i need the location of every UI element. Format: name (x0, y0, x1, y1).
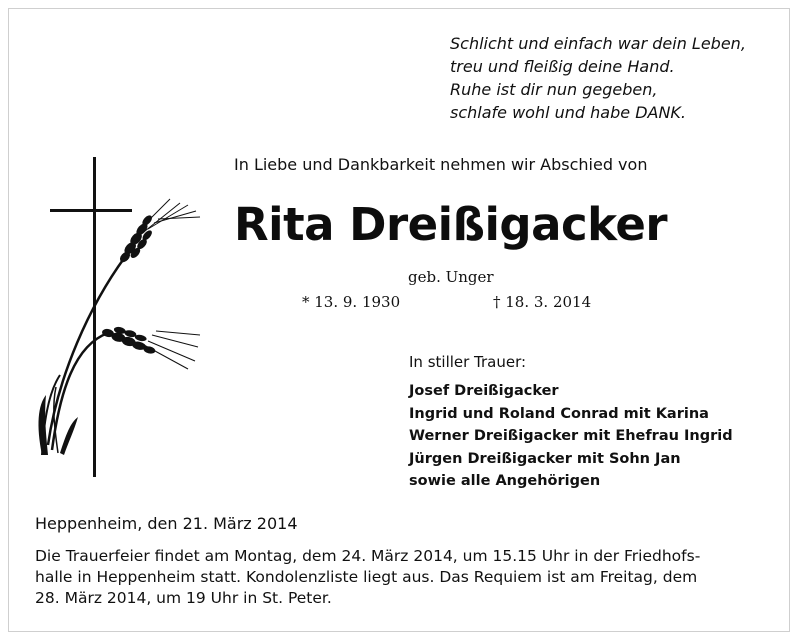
mourner-name: Werner Dreißigacker mit Ehefrau Ingrid (409, 428, 733, 444)
birth-date: * 13. 9. 1930 (302, 293, 401, 311)
funeral-notice-line: Die Trauerfeier findet am Montag, dem 24. März 2014, um 15.15 Uhr in der Friedhofs- (35, 547, 701, 565)
wheat-icon (39, 199, 200, 455)
funeral-notice-line: halle in Heppenheim statt. Kondolenzliste liegt aus. Das Requiem ist am Freitag, dem (35, 568, 698, 586)
mourner-name: Ingrid und Roland Conrad mit Karina (409, 405, 709, 422)
mourner-name: sowie alle Angehörigen (409, 473, 601, 489)
mourners-block (409, 353, 733, 493)
cross-and-wheat-emblem (30, 155, 220, 485)
poem (450, 32, 746, 124)
farewell-intro: In Liebe und Dankbarkeit nehmen wir Abschied von (234, 155, 648, 174)
poem-line: treu und fleißig deine Hand. (450, 57, 675, 76)
mourner-name: Josef Dreißigacker (409, 383, 559, 399)
poem-line: schlafe wohl und habe DANK. (450, 103, 686, 122)
funeral-notice (35, 546, 775, 609)
cross-icon (50, 157, 132, 477)
poem-line: Schlicht und einfach war dein Leben, (450, 34, 746, 53)
mourner-name: Jürgen Dreißigacker mit Sohn Jan (409, 450, 681, 467)
death-date: † 18. 3. 2014 (493, 293, 592, 311)
mourning-heading: In stiller Trauer: (409, 353, 527, 371)
poem-line: Ruhe ist dir nun gegeben, (450, 80, 658, 99)
deceased-name: Rita Dreißigacker (234, 198, 668, 251)
funeral-notice-line: 28. März 2014, um 19 Uhr in St. Peter. (35, 589, 332, 607)
place-and-date: Heppenheim, den 21. März 2014 (35, 514, 298, 533)
maiden-name: geb. Unger (408, 268, 494, 286)
